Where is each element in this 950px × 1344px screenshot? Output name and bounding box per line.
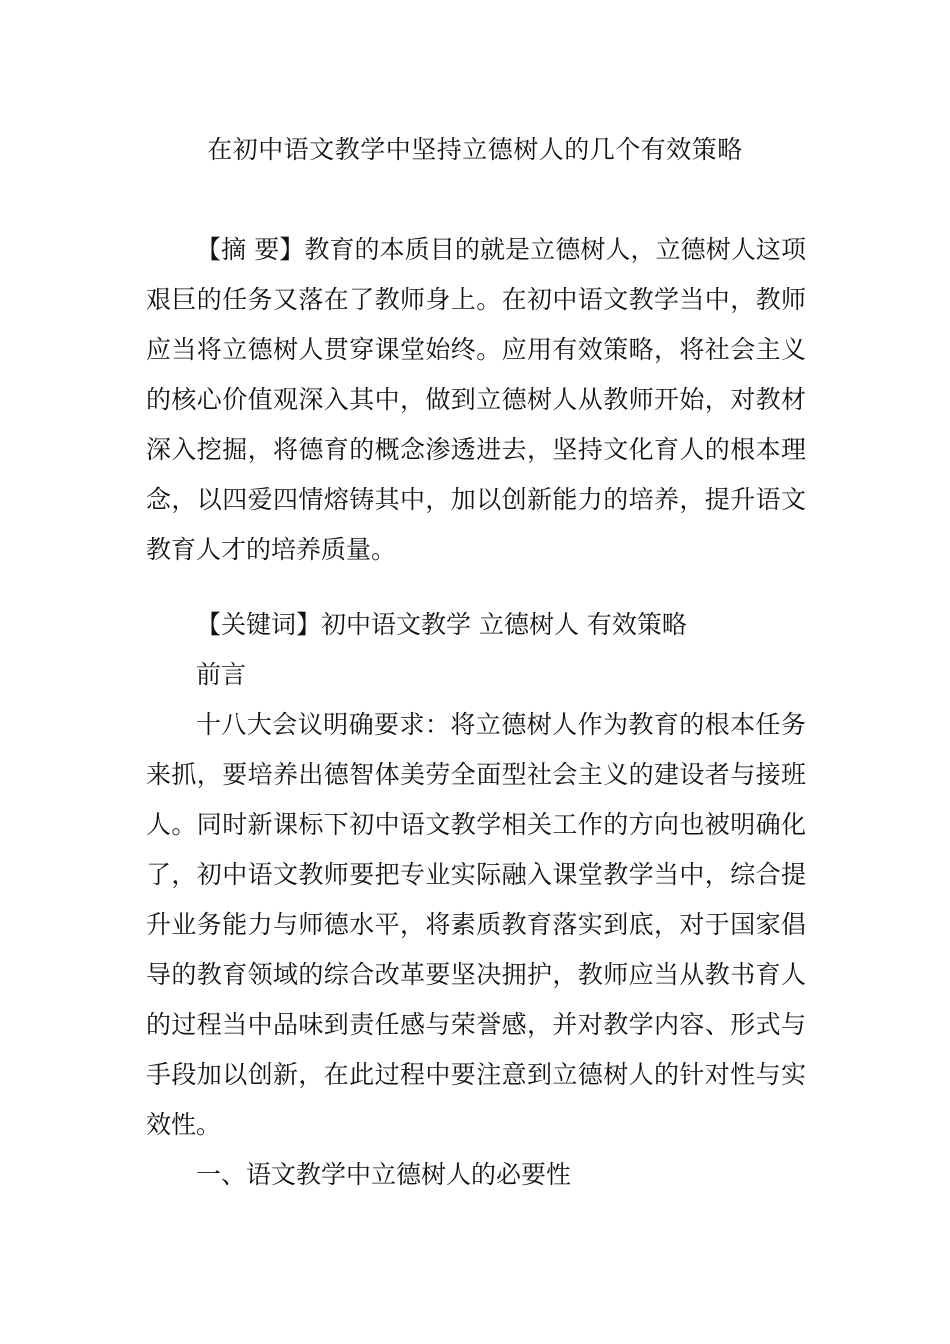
preface-paragraph: 十八大会议明确要求：将立德树人作为教育的根本任务来抓，要培养出德智体美劳全面型社会主义的建设者与接班人。同时新课标下初中语文教学相关工作的方向也被明确化了，初中语文教师要把专业实际融入课堂教学当中，综合提升业务能力与师德水平，将素质教育落实到底，对于国家倡导的教育领域的综合改革要坚决拥护，教师应当从教书育人的过程当中品味到责任感与荣誉感，并对教学内容、形式与手段加以创新，在此过程中要注意到立德树人的针对性与实效性。 <box>146 710 806 1139</box>
preface-heading: 前言 <box>196 660 247 689</box>
keywords-line: 【关键词】初中语文教学 立德树人 有效策略 <box>196 610 687 639</box>
abstract-paragraph: 【摘 要】教育的本质目的就是立德树人，立德树人这项艰巨的任务又落在了教师身上。在初中语文教学当中，教师应当将立德树人贯穿课堂始终。应用有效策略，将社会主义的核心价值观深入其中，做到立德树人从教师开始，对教材深入挖掘，将德育的概念渗透进去，坚持文化育人的根本理念，以四爱四情熔铸其中，加以创新能力的培养，提升语文教育人才的培养质量。 <box>146 235 806 564</box>
document-title: 在初中语文教学中坚持立德树人的几个有效策略 <box>207 135 743 164</box>
section-heading-1: 一、语文教学中立德树人的必要性 <box>196 1160 572 1189</box>
